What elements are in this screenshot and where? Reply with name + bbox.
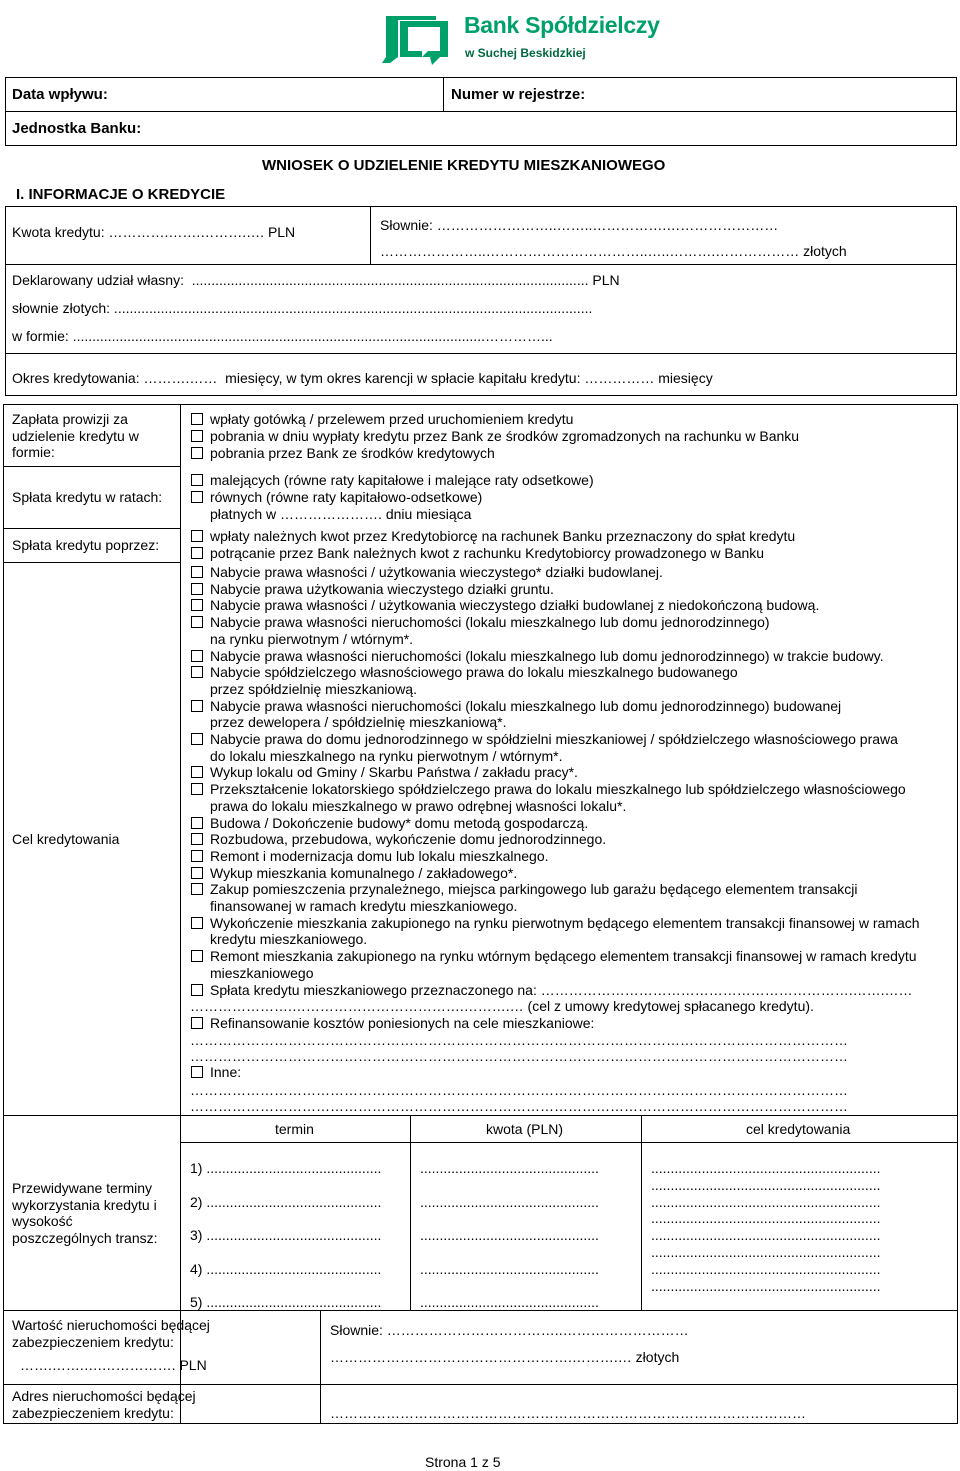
refinance-checkbox[interactable] [191,1017,203,1029]
tranche-amount-field[interactable]: .............................................. [420,1160,599,1176]
register-number-label: Numer w rejestrze: [451,86,586,103]
installments-label: Spłata kredytu w ratach: [12,489,163,505]
purpose-option-text: na rynku pierwotnym / wtórnym*. [210,630,414,647]
repayment-option: wpłaty należnych kwot przez Kredytobiorcę na rachunek Banku przeznaczony do spłat kredytu [210,528,796,544]
tranche-term-field[interactable]: 2) ............................................. [190,1193,382,1210]
purpose-checkbox[interactable] [191,650,203,662]
bank-unit-label: Jednostka Banku: [12,120,142,137]
purpose-option-text: Zakup pomieszczenia przynależnego, miejsca parkingowego lub garażu będącego elementem transakcji [210,881,858,898]
section-title: I. INFORMACJE O KREDYCIE [16,186,226,203]
loan-period-field[interactable]: Okres kredytowania: ……….…… miesięcy, w tym okres karencji w spłacie kapitału kredytu: …………… miesięcy [12,370,713,386]
other-purpose-checkbox[interactable] [191,1066,203,1078]
other-purpose-line-1[interactable]: …………………………………………………………………………………………………………………………… [190,1082,848,1098]
tranche-term-field[interactable]: 1) ............................................. [190,1160,382,1176]
page-number: Strona 1 z 5 [425,1454,501,1470]
tranche-purpose-field[interactable]: ........................................................... [651,1277,881,1294]
purpose-option-text: prawa do lokalu mieszkalnego w prawo odrębnej własności lokalu*. [210,797,627,814]
purpose-checkbox[interactable] [191,950,203,962]
purpose-checkbox[interactable] [191,833,203,845]
purpose-checkbox[interactable] [191,733,203,745]
tranche-purpose-header: cel kredytowania [746,1121,851,1137]
purpose-option-text: Budowa / Dokończenie budowy* domu metodą gospodarczą. [210,814,589,831]
purpose-option-text: Nabycie prawa własności nieruchomości (lokalu mieszkalnego lub domu jednorodzinnego) w trakcie budowy. [210,647,884,664]
purpose-option-text: Wykończenie mieszkania zakupionego na rynku pierwotnym będącego elementem transakcji finansowej w ramach [210,914,920,931]
purpose-option-text: przez dewelopera / spółdzielnię mieszkaniową*. [210,714,507,731]
commission-option: wpłaty gotówką / przelewem przed uruchomieniem kredytu [210,411,574,427]
tranche-amount-field[interactable]: .............................................. [420,1193,599,1210]
tranche-purpose-field[interactable]: ........................................................... [651,1244,881,1260]
tranche-term-field[interactable]: 5) ............................................. [190,1294,382,1310]
installment-option: równych (równe raty kapitałowo-odsetkowe) [210,489,483,505]
tranche-amount-field[interactable]: .............................................. [420,1227,599,1243]
collateral-address-label: Adres nieruchomości będącej zabezpieczeniem kredytu: [12,1388,196,1421]
refinance-line-1[interactable]: …………………………………………………………………………………………………………………………… [190,1032,848,1048]
purpose-option-text: Nabycie spółdzielczego własnościowego prawa do lokalu mieszkalnego budowanego [210,664,738,681]
collateral-value-words-field-2[interactable]: …………………………………………….……….… złotych [330,1349,680,1365]
purpose-option-text: Przekształcenie lokatorskiego spółdzielczego prawa do lokalu mieszkalnego lub spółdzielczego własnościowego [210,781,906,798]
commission-option: pobrania w dniu wypłaty kredytu przez Bank ze środków zgromadzonych na rachunku w Banku [210,428,800,444]
collateral-value-label: Wartość nieruchomości będącej zabezpieczeniem kredytu: [12,1317,210,1350]
tranche-term-header: termin [275,1121,314,1137]
purpose-option-text: Nabycie prawa użytkowania wieczystego działki gruntu. [210,580,554,597]
other-purpose-line-2[interactable]: …………………………………………………………………………………………………………………………… [190,1098,848,1114]
tranche-amount-header: kwota (PLN) [486,1121,564,1137]
purpose-checkbox[interactable] [191,917,203,929]
purpose-checkbox[interactable] [191,984,203,996]
commission-label: Zapłata prowizji za udzielenie kredytu w formie: [12,411,139,460]
commission-option: pobrania przez Bank ze środków kredytowych [210,445,495,461]
equal-installments-checkbox[interactable] [191,491,203,503]
repayment-option: potrącanie przez Bank należnych kwot z rachunku Kredytobiorcy prowadzonego w Banku [210,545,765,561]
bank-logo-icon [378,13,458,65]
form-title: WNIOSEK O UDZIELENIE KREDYTU MIESZKANIOWEGO [262,157,666,174]
tranche-purpose-field[interactable]: ........................................................... [651,1210,881,1227]
own-contribution-field[interactable]: Deklarowany udział własny: ...................................................................................................... PLN [12,272,620,288]
purpose-option-text: Rozbudowa, przebudowa, wykończenie domu jednorodzinnego. [210,831,607,848]
tranche-purpose-field[interactable]: ........................................................... [651,1260,881,1277]
amount-words-field-2[interactable]: …………………..……………………………..…..……….……………… złotych [380,243,847,259]
own-contribution-words-field[interactable]: słownie złotych: ........................................................................................................................... [12,300,593,316]
tranche-term-field[interactable]: 3) ............................................. [190,1227,382,1243]
date-received-label: Data wpływu: [12,86,108,103]
refinance-line-2[interactable]: …………………………………………………………………………………………………………………………… [190,1048,848,1064]
purpose-checkbox[interactable] [191,766,203,778]
collateral-value-words-field[interactable]: Słownie: ………………………………..……………………… [330,1322,689,1338]
purpose-checkbox[interactable] [191,700,203,712]
purpose-option-text: Nabycie prawa własności nieruchomości (lokalu mieszkalnego lub domu jednorodzinnego) [210,614,770,631]
purpose-option-text: finansowanej w ramach kredytu mieszkaniowego. [210,898,518,914]
purpose-option-text: Nabycie prawa własności / użytkowania wieczystego działki budowlanej z niedokończoną budową. [210,597,820,614]
purpose-checkbox[interactable] [191,666,203,678]
loan-amount-field[interactable]: Kwota kredytu: ………….…….……….…. PLN [12,224,296,240]
tranche-amount-field[interactable]: .............................................. [420,1260,599,1277]
repayment-transfer-checkbox[interactable] [191,530,203,542]
refinance-purpose-continuation[interactable]: ………………….……………………………….……….… (cel z umowy kredytowej spłacanego kredytu). [190,998,814,1014]
commission-credit-checkbox[interactable] [191,447,203,459]
commission-account-checkbox[interactable] [191,430,203,442]
repayment-method-label: Spłata kredytu poprzez: [12,537,160,553]
purpose-checkbox[interactable] [191,583,203,595]
collateral-value-field[interactable]: …….…….….……………. PLN [20,1357,207,1373]
purpose-checkbox[interactable] [191,817,203,829]
purpose-checkbox[interactable] [191,566,203,578]
bank-branch: w Suchej Beskidzkiej [465,46,586,60]
collateral-address-field[interactable]: ………………………………………………………………………………………… [330,1405,806,1421]
purpose-checkbox[interactable] [191,783,203,795]
own-contribution-form-field[interactable]: w formie: ..........................................................................................................…………... [12,328,553,344]
purpose-option-text: Spłata kredytu mieszkaniowego przeznaczonego na: ………………………………………………………….…….…… [210,981,913,998]
purpose-option-text: Remont mieszkania zakupionego na rynku wtórnym będącego elementem transakcji finansowej w ramach kredytu [210,948,917,965]
tranche-purpose-field[interactable]: ........................................................... [651,1176,881,1193]
installment-option: malejących (równe raty kapitałowe i malejące raty odsetkowe) [210,472,594,488]
repayment-deduction-checkbox[interactable] [191,547,203,559]
decreasing-installments-checkbox[interactable] [191,474,203,486]
purpose-option-text: Remont i modernizacja domu lub lokalu mieszkalnego. [210,847,549,864]
tranche-purpose-field[interactable]: ........................................................... [651,1193,881,1210]
purpose-checkbox[interactable] [191,867,203,879]
purpose-option-text: do lokalu mieszkalnego na rynku pierwotnym / wtórnym*. [210,747,563,764]
purpose-option-text: kredytu mieszkaniowego. [210,931,368,948]
purpose-option-text: przez spółdzielnię mieszkaniową. [210,680,417,697]
tranche-amount-field[interactable]: .............................................. [420,1294,599,1310]
commission-cash-checkbox[interactable] [191,413,203,425]
purpose-option-text: mieszkaniowego [210,964,314,981]
purpose-label: Cel kredytowania [12,831,120,847]
tranche-term-field[interactable]: 4) ............................................. [190,1260,382,1277]
purpose-option-text: Nabycie prawa własności nieruchomości (lokalu mieszkalnego lub domu jednorodzinnego) budowanej [210,697,842,714]
purpose-checkbox[interactable] [191,599,203,611]
payment-day-field[interactable]: płatnych w …………………. dniu miesiąca [210,506,472,522]
purpose-option-text: Nabycie prawa do domu jednorodzinnego w spółdzielni mieszkaniowej / spółdzielczego własnościowego prawa [210,731,898,747]
other-purpose-label: Inne: [210,1064,242,1080]
purpose-option-text: Nabycie prawa własności / użytkowania wieczystego* działki budowlanej. [210,564,663,580]
amount-words-field[interactable]: Słownie: ……………………..……..…………….…………………… [380,217,779,233]
tranche-purpose-field[interactable]: ........................................................... [651,1227,881,1244]
tranche-purpose-field[interactable]: ........................................................... [651,1160,881,1176]
bank-name: Bank Spółdzielczy [464,12,660,38]
purpose-option-text: Wykup mieszkania komunalnego / zakładowego*. [210,864,518,881]
purpose-checkbox[interactable] [191,883,203,895]
purpose-checkbox[interactable] [191,850,203,862]
purpose-option-text: Wykup lokalu od Gminy / Skarbu Państwa / zakładu pracy*. [210,764,578,781]
tranches-label: Przewidywane terminy wykorzystania kredytu i wysokość poszczególnych transz: [12,1180,158,1246]
purpose-checkbox[interactable] [191,616,203,628]
refinance-label: Refinansowanie kosztów poniesionych na cele mieszkaniowe: [210,1015,595,1031]
